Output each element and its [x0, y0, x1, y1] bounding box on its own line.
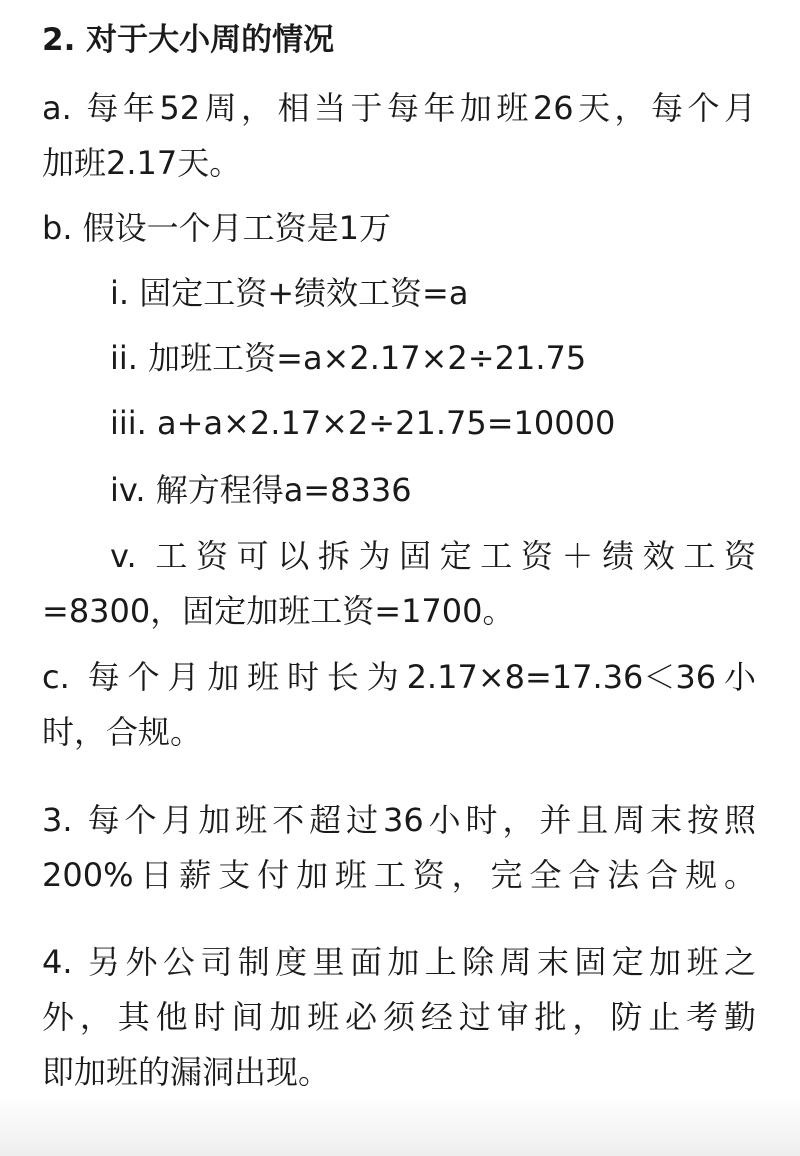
item-b-iii: iii. a+a×2.17×2÷21.75=10000 [110, 404, 616, 442]
item-b-ii: ii. 加班工资=a×2.17×2÷21.75 [110, 339, 587, 377]
item-b-i: i. 固定工资+绩效工资=a [110, 274, 469, 312]
bottom-fade [0, 1096, 800, 1156]
item-b: b. 假设一个月工资是1万 [42, 209, 392, 247]
paragraph-4-line-3: 即加班的漏洞出现。 [42, 1053, 331, 1091]
paragraph-4-line-1: 4. 另外公司制度里面加上除周末固定加班之 [42, 943, 756, 981]
paragraph-4-line-2: 外，其他时间加班必须经过审批，防止考勤 [42, 998, 756, 1036]
paragraph-3-line-2: 200%日薪支付加班工资，完全合法合规。 [42, 856, 756, 894]
item-c-line-2: 时，合规。 [42, 713, 203, 751]
item-b-v-line-1: v. 工资可以拆为固定工资＋绩效工资 [110, 537, 756, 575]
item-b-v-line-2: =8300，固定加班工资=1700。 [42, 592, 515, 630]
paragraph-3-line-1: 3. 每个月加班不超过36小时，并且周末按照 [42, 801, 756, 839]
item-a-line-2: 加班2.17天。 [42, 144, 242, 182]
item-b-iv: iv. 解方程得a=8336 [110, 471, 412, 509]
item-a-line-1: a. 每年52周，相当于每年加班26天，每个月 [42, 89, 756, 127]
item-c-line-1: c. 每个月加班时长为2.17×8=17.36＜36小 [42, 658, 756, 696]
section-heading: 2. 对于大小周的情况 [42, 22, 335, 58]
